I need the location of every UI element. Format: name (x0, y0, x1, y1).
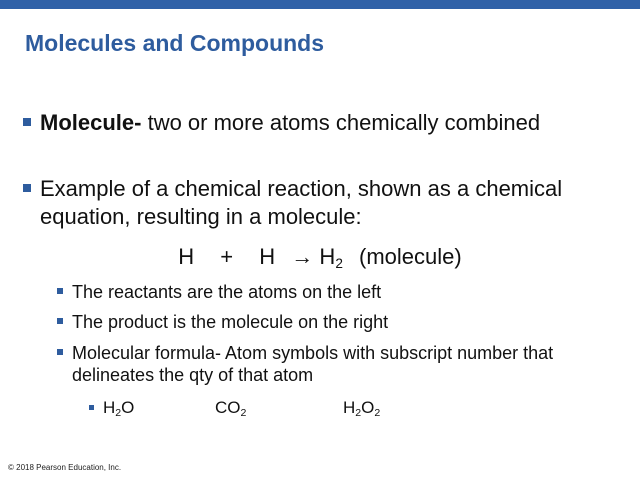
sub-bullet-text: The product is the molecule on the right (72, 312, 389, 332)
bullet-term: Molecule- (40, 110, 142, 135)
bullet-text: two or more atoms chemically combined (141, 110, 541, 135)
square-bullet-icon (57, 349, 63, 355)
plus-sign: + (220, 244, 234, 269)
square-bullet-icon (57, 318, 63, 324)
reaction-arrow: → (291, 244, 314, 269)
bullet-text: Example of a chemical reaction, shown as a chemical equation, resulting in a molecule: (40, 176, 563, 229)
sub-bullet-item (72, 342, 592, 386)
bullet-item-molecule (40, 109, 600, 137)
sub-bullet-item (72, 281, 592, 303)
sub-bullet-item (72, 311, 592, 333)
product: $H_2$ (319, 244, 343, 272)
reactant-2: H (259, 244, 276, 269)
sub-bullet-text: The reactants are the atoms on the left (72, 282, 382, 302)
square-bullet-icon (57, 288, 63, 294)
chemical-equation (0, 243, 640, 271)
bullet-item-example (40, 175, 600, 231)
reactant-1: H (178, 244, 195, 269)
slide-top-bar (0, 0, 640, 9)
sub-bullet-text: Molecular formula- Atom symbols with subscript number that delineates the qty of that atom (72, 343, 554, 385)
square-bullet-icon (23, 184, 31, 192)
copyright-notice: © 2018 Pearson Education, Inc. (8, 463, 122, 472)
formula-hydrogen-peroxide: $H_2O_2$ (343, 398, 381, 420)
formula-water: $H_2O$ (103, 398, 135, 420)
product-note: (molecule) (359, 244, 462, 269)
square-bullet-icon (23, 118, 31, 126)
formula-carbon-dioxide: $CO_2$ (215, 398, 247, 420)
square-bullet-icon (89, 405, 94, 410)
slide-title: Molecules and Compounds (25, 30, 325, 56)
